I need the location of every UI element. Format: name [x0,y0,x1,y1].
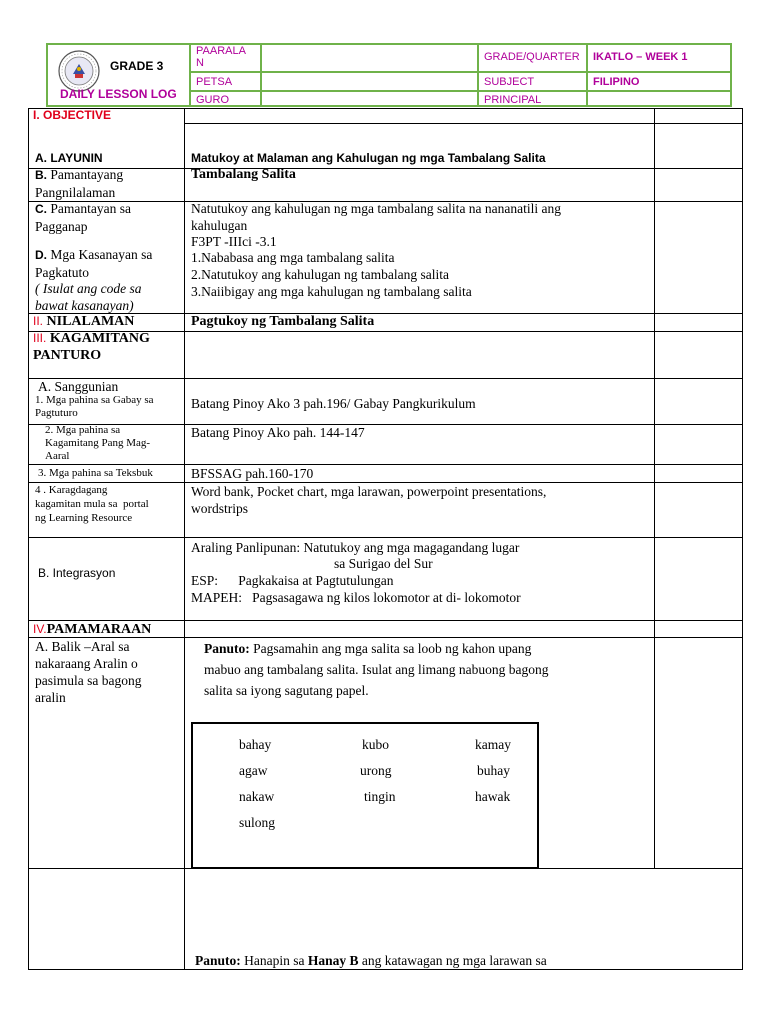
header-divider [189,90,732,92]
petsa-label: PETSA [196,76,233,88]
gabay-pagtuturo-value: Batang Pinoy Ako 3 pah.196/ Gabay Pangkurikulum [191,396,476,411]
integrasyon-ap-2: sa Surigao del Sur [334,556,433,571]
layunin-label: A. LAYUNIN [35,151,103,165]
kasanayan-label: D. Mga Kasanayan sa Pagkatuto [35,247,153,280]
word-item: nakaw [239,789,275,804]
grade-quarter-value: IKATLO – WEEK 1 [593,51,688,63]
table-row-border [28,168,743,169]
nilalaman-label: II. NILALAMAN [33,314,135,329]
gabay-pagtuturo-label: 1. Mga pahina sa Gabay sa Pagtuturo [35,394,154,419]
table-row-border [184,123,743,124]
pamantayan-sa-pagganap-label: C. Pamantayan sa Pagganap [35,201,131,234]
kasanayan-value-1: Natutukoy ang kahulugan ng mga tambalang salita na nananatili ang kahulugan [191,201,562,233]
nilalaman-value: Pagtukoy ng Tambalang Salita [191,314,375,329]
learning-resource-label: 4 . Karagdagang kagamitan mula sa portal ng Learning Resource [35,484,149,524]
word-item: tingin [364,789,396,804]
panuto-1-line-2: mabuo ang tambalang salita. Isulat ang limang nabuong bagong [204,662,549,677]
word-item: kubo [362,737,389,752]
integrasyon-mapeh: MAPEH: Pagsasagawa ng kilos lokomotor at di- lokomotor [191,590,521,605]
header-divider [477,43,479,107]
subject-value: FILIPINO [593,76,640,88]
deped-seal-logo [58,50,100,92]
table-row-border [28,378,743,379]
table-border [28,108,29,970]
word-item: sulong [239,815,276,830]
word-item: bahay [239,737,272,752]
header-divider [189,71,732,73]
grade-quarter-label: GRADE/QUARTER [484,51,580,63]
kasanayan-value-3: 2.Natutukoy ang kahulugan ng tambalang salita [191,267,449,282]
subject-label: SUBJECT [484,76,535,88]
kagamitang-panturo-label: III. KAGAMITANG PANTURO [33,331,150,363]
teksbuk-value: BFSSAG pah.160-170 [191,466,314,481]
table-border [184,108,185,970]
kagamitang-mag-aaral-value: Batang Pinoy Ako pah. 144-147 [191,425,365,440]
learning-resource-value: Word bank, Pocket chart, mga larawan, powerpoint presentations, wordstrips [191,484,547,516]
header-divider [260,43,262,107]
kasanayan-value-4: 3.Naiibigay ang mga kahulugan ng tambalang salita [191,284,472,299]
panuto-1-line-3: salita sa iyong sagutang papel. [204,683,369,698]
principal-label: PRINCIPAL [484,94,542,106]
word-item: kamay [475,737,511,752]
pamantayang-pangnilalaman-label: B. Pamantayang Pangnilalaman [35,167,124,200]
word-item: urong [360,763,392,778]
table-border [654,108,655,868]
integrasyon-ap: Araling Panlipunan: Natutukoy ang mga magagandang lugar [191,540,520,555]
pamantayang-pangnilalaman-value: Tambalang Salita [191,167,296,182]
table-row-border [28,537,743,538]
balik-aral-label: A. Balik –Aral sa nakaraang Aralin o pasimula sa bagong aralin [35,639,142,705]
grade-label: GRADE 3 [110,59,164,73]
table-border [742,108,743,970]
kasanayan-value-2: 1.Nababasa ang mga tambalang salita [191,250,395,265]
guro-label: GURO [196,94,229,106]
paaralan-label: PAARALA N [196,45,246,69]
sanggunian-label: A. Sanggunian [38,379,119,394]
integrasyon-esp: ESP: Pagkakaisa at Pagtutulungan [191,573,394,588]
integrasyon-label: B. Integrasyon [38,566,116,580]
kasanayan-code: F3PT -IIIci -3.1 [191,234,277,249]
word-item: buhay [477,763,510,778]
kagamitang-mag-aaral-label: 2. Mga pahina sa Kagamitang Pang Mag- Aaral [45,424,151,462]
table-row-border [28,108,743,109]
layunin-value: Matukoy at Malaman ang Kahulugan ng mga Tambalang Salita [191,151,546,165]
table-row-border [28,969,743,970]
objective-heading: I. OBJECTIVE [33,108,112,122]
pamamaraan-label: IV.PAMAMARAAN [33,622,152,637]
daily-lesson-log-title: DAILY LESSON LOG [60,87,177,101]
word-item: agaw [239,763,268,778]
panuto-2: Panuto: Hanapin sa Hanay B ang katawagan ng mga larawan sa [195,953,547,968]
word-item: hawak [475,789,511,804]
kasanayan-note: ( Isulat ang code sa bawat kasanayan) [35,281,142,313]
panuto-1: Panuto: Pagsamahin ang mga salita sa loob ng kahon upang [204,641,532,656]
header-divider [586,43,588,107]
header-divider [189,43,191,107]
teksbuk-label: 3. Mga pahina sa Teksbuk [38,467,153,479]
